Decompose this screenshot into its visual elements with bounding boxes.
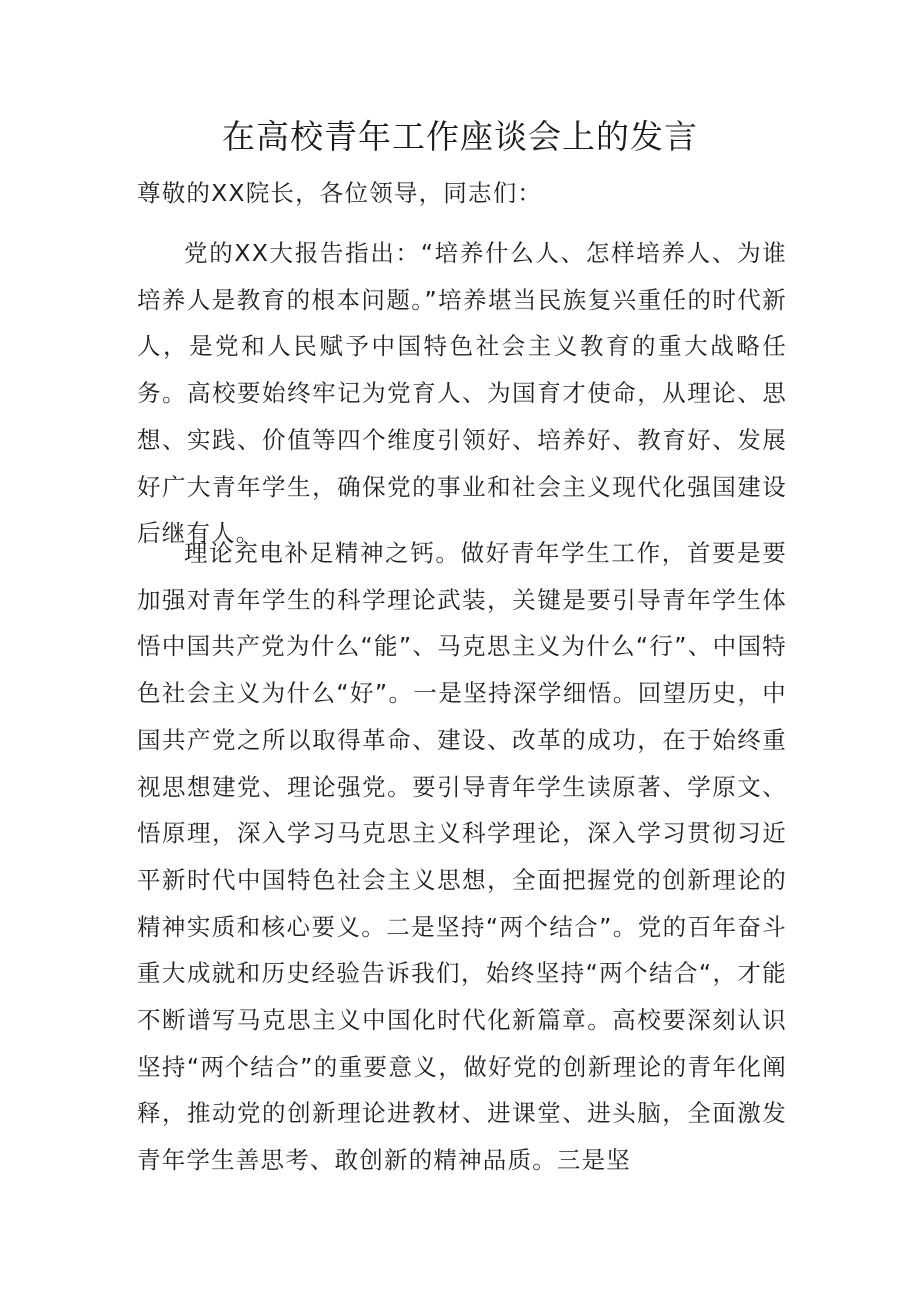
salutation: 尊敬的XX院长，各位领导，同志们： — [137, 179, 543, 207]
paragraph-2: 理论充电补足精神之钙。做好青年学生工作，首要是要加强对青年学生的科学理论武装，关键是要引导青年学生体悟中国共产党为什么“能”、马克思主义为什么“行”、中国特色社会主义为什么“好”。一是坚持深学细悟。回望历史，中国共产党之所以取得革命、建设、改革的成功，在于始终重视思想建党、理论强党。要引导青年学生读原著、学原文、悟原理，深入学习马克思主义科学理论，深入学习贯彻习近平新时代中国特色社会主义思想，全面把握党的创新理论的精神实质和核心要义。二是坚持“两个结合”。党的百年奋斗重大成就和历史经验告诉我们，始终坚持“两个结合“，才能不断谱写马克思主义中国化时代化新篇章。高校要深刻认识坚持“两个结合”的重要意义，做好党的创新理论的青年化阐释，推动党的创新理论进教材、进课堂、进头脑，全面激发青年学生善思考、敢创新的精神品质。三是坚 — [137, 539, 787, 1175]
document-title: 在高校青年工作座谈会上的发言 — [222, 117, 698, 156]
paragraph-1: 党的XX大报告指出：“培养什么人、怎样培养人、为谁培养人是教育的根本问题。”培养堪当民族复兴重任的时代新人，是党和人民赋予中国特色社会主义教育的重大战略任务。高校要始终牢记为党育人、为国育才使命，从理论、思想、实践、价值等四个维度引领好、培养好、教育好、发展好广大青年学生，确保党的事业和社会主义现代化强国建设后继有人。 — [137, 239, 787, 548]
